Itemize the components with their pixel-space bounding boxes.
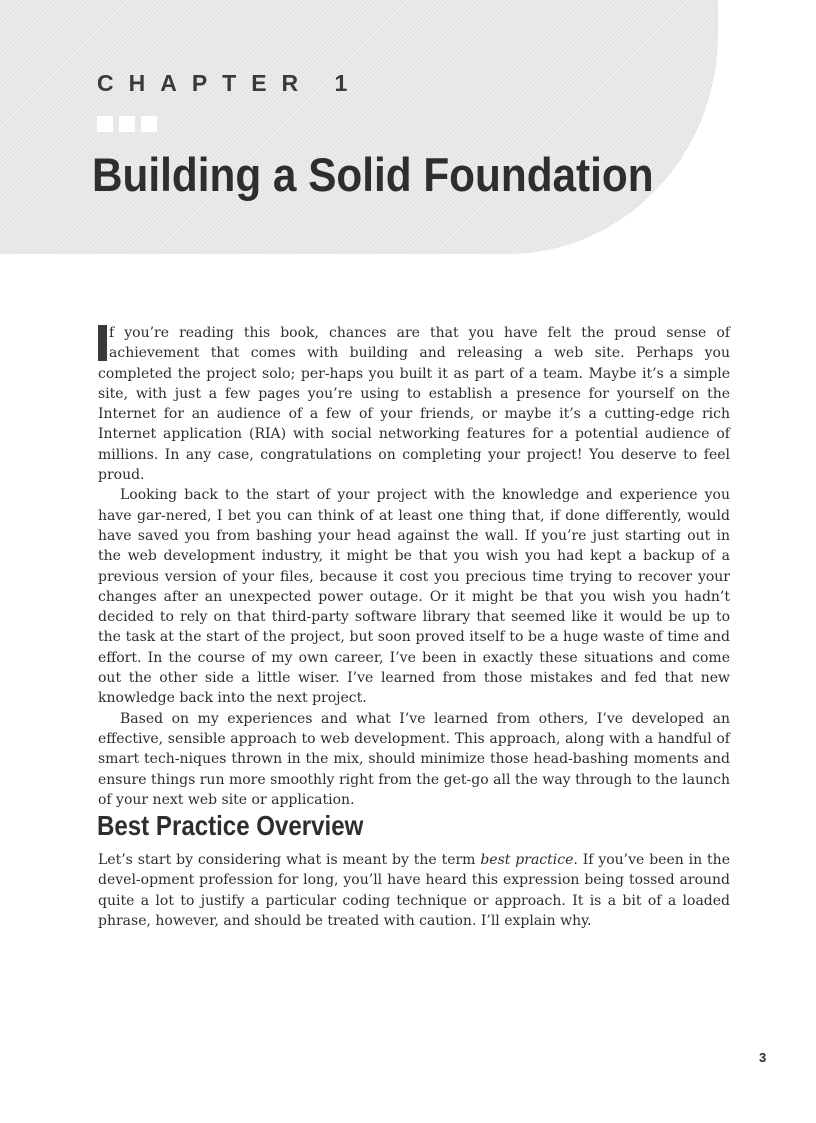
section-heading: Best Practice Overview	[97, 810, 364, 841]
ornament-square	[119, 116, 135, 132]
dropcap-block	[98, 325, 107, 361]
section-paragraph-1-end: . If you’ve been in the devel-opment profession for long, you’ll have heard this expression being tossed around quite a lot to justify a particular coding technique or approach. It is a bit of a loaded phrase, however, and should be treated with caution. I’ll explain why.	[98, 852, 730, 929]
intro-paragraph-1-text: f you’re reading this book, chances are that you have felt the proud sense of achievement that comes with building and releasing a web site. Perhaps you completed the project solo; per-haps you built it as part of a team. Maybe it’s a simple site, with just a few pages you’re using to establish a presence for yourself on the Internet for an audience of a few of your friends, or maybe it’s a cutting-edge rich Internet application (RIA) with social networking features for a potential audience of millions. In any case, congratulations on completing your project! You deserve to feel proud.	[98, 325, 730, 484]
term-best-practice: best practice	[480, 852, 574, 868]
intro-body	[98, 323, 730, 810]
intro-paragraph-3: Based on my experiences and what I’ve learned from others, I’ve developed an effective, sensible approach to web development. This approach, along with a handful of smart tech-niques thrown in the mix, should minimize those head-bashing moments and ensure things run more smoothly right from the get-go all the way through to the launch of your next web site or application.	[98, 710, 730, 808]
chapter-title: Building a Solid Foundation	[92, 148, 654, 201]
chapter-squares-ornament	[97, 116, 157, 132]
intro-paragraph-2: Looking back to the start of your project with the knowledge and experience you have gar-nered, I bet you can think of at least one thing that, if done differently, would have saved you from bashing your head against the wall. If you’re just starting out in the web development industry, it might be that you wish you had kept a backup of a previous version of your files, because it cost you precious time trying to recover your changes after an unexpected power outage. Or it might be that you wish you hadn’t decided to rely on that third-party software library that seemed like it would be up to the task at the start of the project, but soon proved itself to be a huge waste of time and effort. In the course of my own career, I’ve been in exactly these situations and come out the other side a little wiser. I’ve learned from those mistakes and fed that new knowledge back into the next project.	[98, 487, 730, 707]
ornament-square	[141, 116, 157, 132]
section-paragraph-1-start: Let’s start by considering what is meant by the term	[98, 852, 481, 868]
intro-paragraph-1	[98, 323, 730, 485]
section-body	[98, 850, 730, 931]
section-paragraph-1	[98, 850, 730, 931]
chapter-label: CHAPTER 1	[97, 70, 363, 96]
ornament-square	[97, 116, 113, 132]
page-number: 3	[759, 1050, 767, 1065]
